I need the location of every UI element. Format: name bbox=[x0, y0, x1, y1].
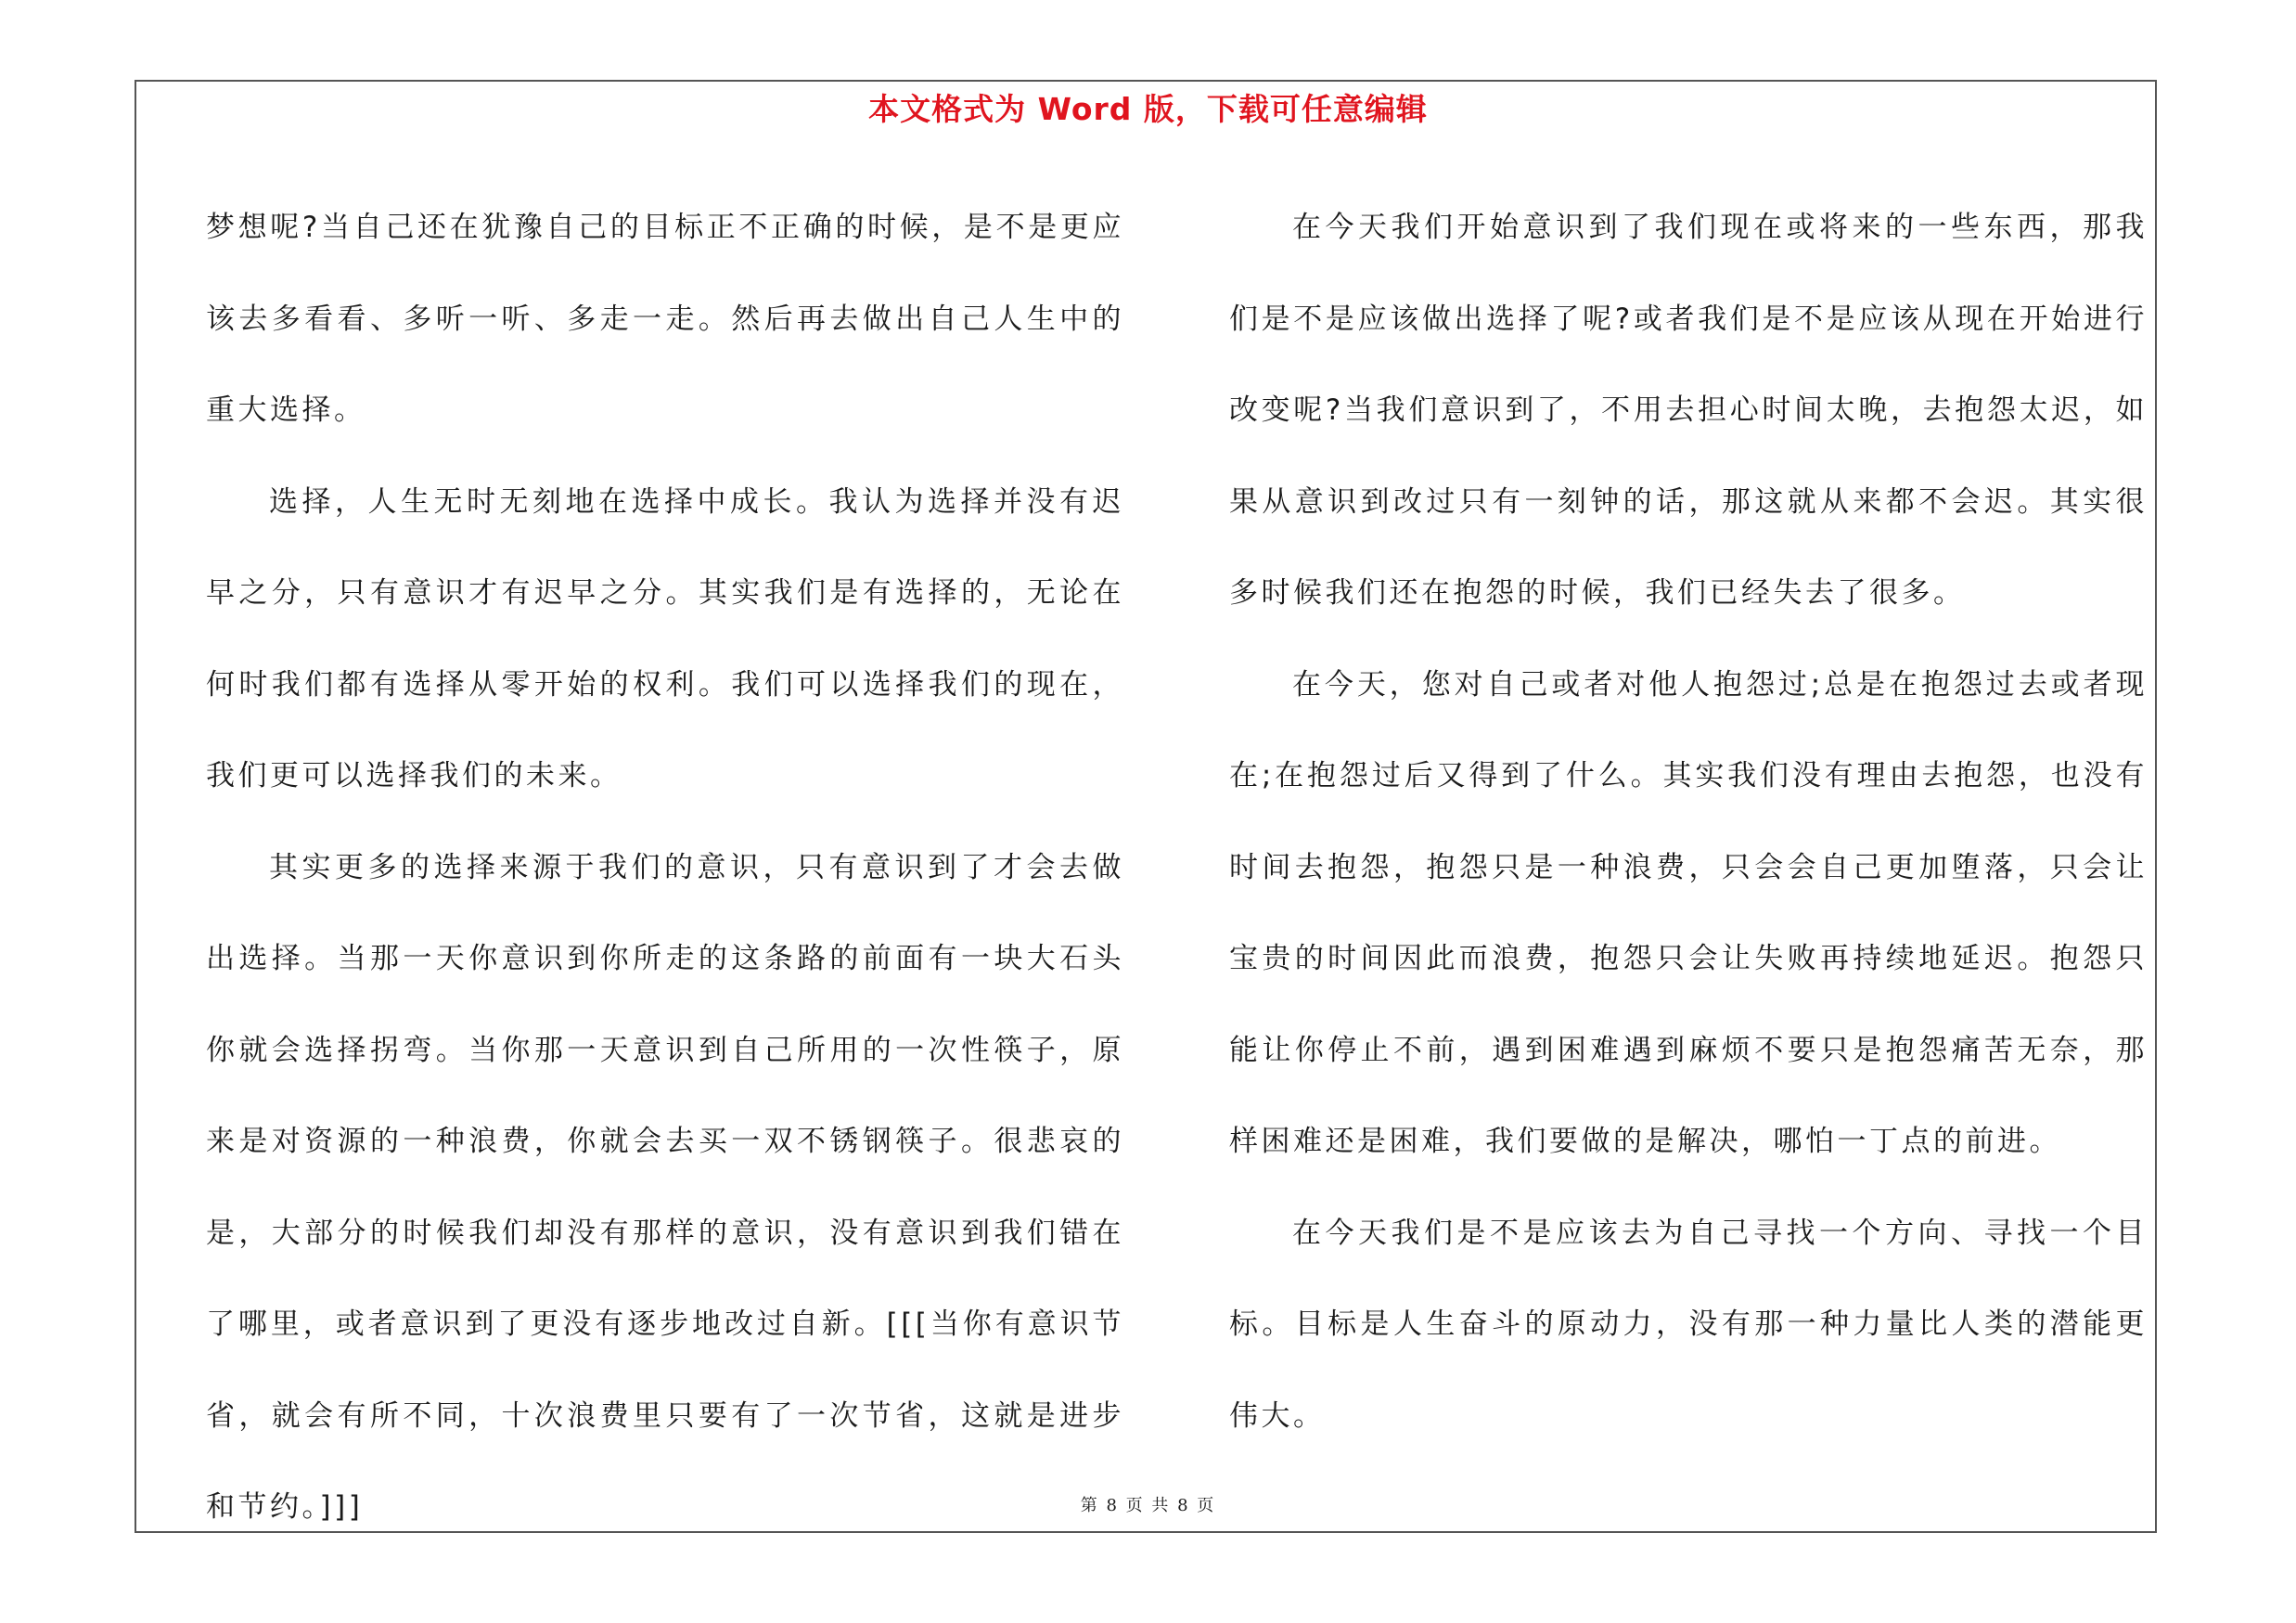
left-text-column bbox=[206, 182, 1124, 1553]
paragraph-today-awareness: 在今天我们开始意识到了我们现在或将来的一些东西，那我们是不是应该做出选择了呢?或者我们是不是应该从现在开始进行改变呢?当我们意识到了，不用去担心时间太晚，去抱怨太迟，如果从意识到改过只有一刻钟的话，那这就从来都不会迟。其实很多时候我们还在抱怨的时候，我们已经失去了很多。 bbox=[1229, 211, 2148, 610]
paragraph-choice-awareness: 其实更多的选择来源于我们的意识，只有意识到了才会去做出选择。当那一天你意识到你所走的这条路的前面有一块大石头你就会选择拐弯。当你那一天意识到自己所用的一次性筷子，原来是对资源的一种浪费，你就会去买一双不锈钢筷子。很悲哀的是，大部分的时候我们却没有那样的意识，没有意识到我们错在了哪里，或者意识到了更没有逐步地改过自新。[[[当你有意识节省，就会有所不同，十次浪费里只要有了一次节省，这就是进步和节约。]]] bbox=[206, 850, 1124, 1524]
page-number-footer: 第 8 页 共 8 页 bbox=[1080, 1496, 1216, 1515]
paragraph-goal-direction: 在今天我们是不是应该去为自己寻找一个方向、寻找一个目标。目标是人生奋斗的原动力，没有那一种力量比人类的潜能更伟大。 bbox=[1229, 1216, 2148, 1433]
paragraph-dream-question: 梦想呢?当自己还在犹豫自己的目标正不正确的时候，是不是更应该去多看看、多听一听、多走一走。然后再去做出自己人生中的重大选择。 bbox=[206, 211, 1124, 427]
format-notice-banner: 本文格式为 Word 版，下载可任意编辑 bbox=[868, 91, 1428, 127]
paragraph-choice-growth: 选择，人生无时无刻地在选择中成长。我认为选择并没有迟早之分，只有意识才有迟早之分。其实我们是有选择的，无论在何时我们都有选择从零开始的权利。我们可以选择我们的现在，我们更可以选择我们的未来。 bbox=[206, 484, 1124, 792]
paragraph-complaining: 在今天，您对自己或者对他人抱怨过;总是在抱怨过去或者现在;在抱怨过后又得到了什么。其实我们没有理由去抱怨，也没有时间去抱怨，抱怨只是一种浪费，只会会自己更加堕落，只会让宝贵的时间因此而浪费，抱怨只会让失败再持续地延迟。抱怨只能让你停止不前，遇到困难遇到麻烦不要只是抱怨痛苦无奈，那样困难还是困难，我们要做的是解决，哪怕一丁点的前进。 bbox=[1229, 667, 2148, 1158]
right-text-column bbox=[1229, 182, 2148, 1462]
